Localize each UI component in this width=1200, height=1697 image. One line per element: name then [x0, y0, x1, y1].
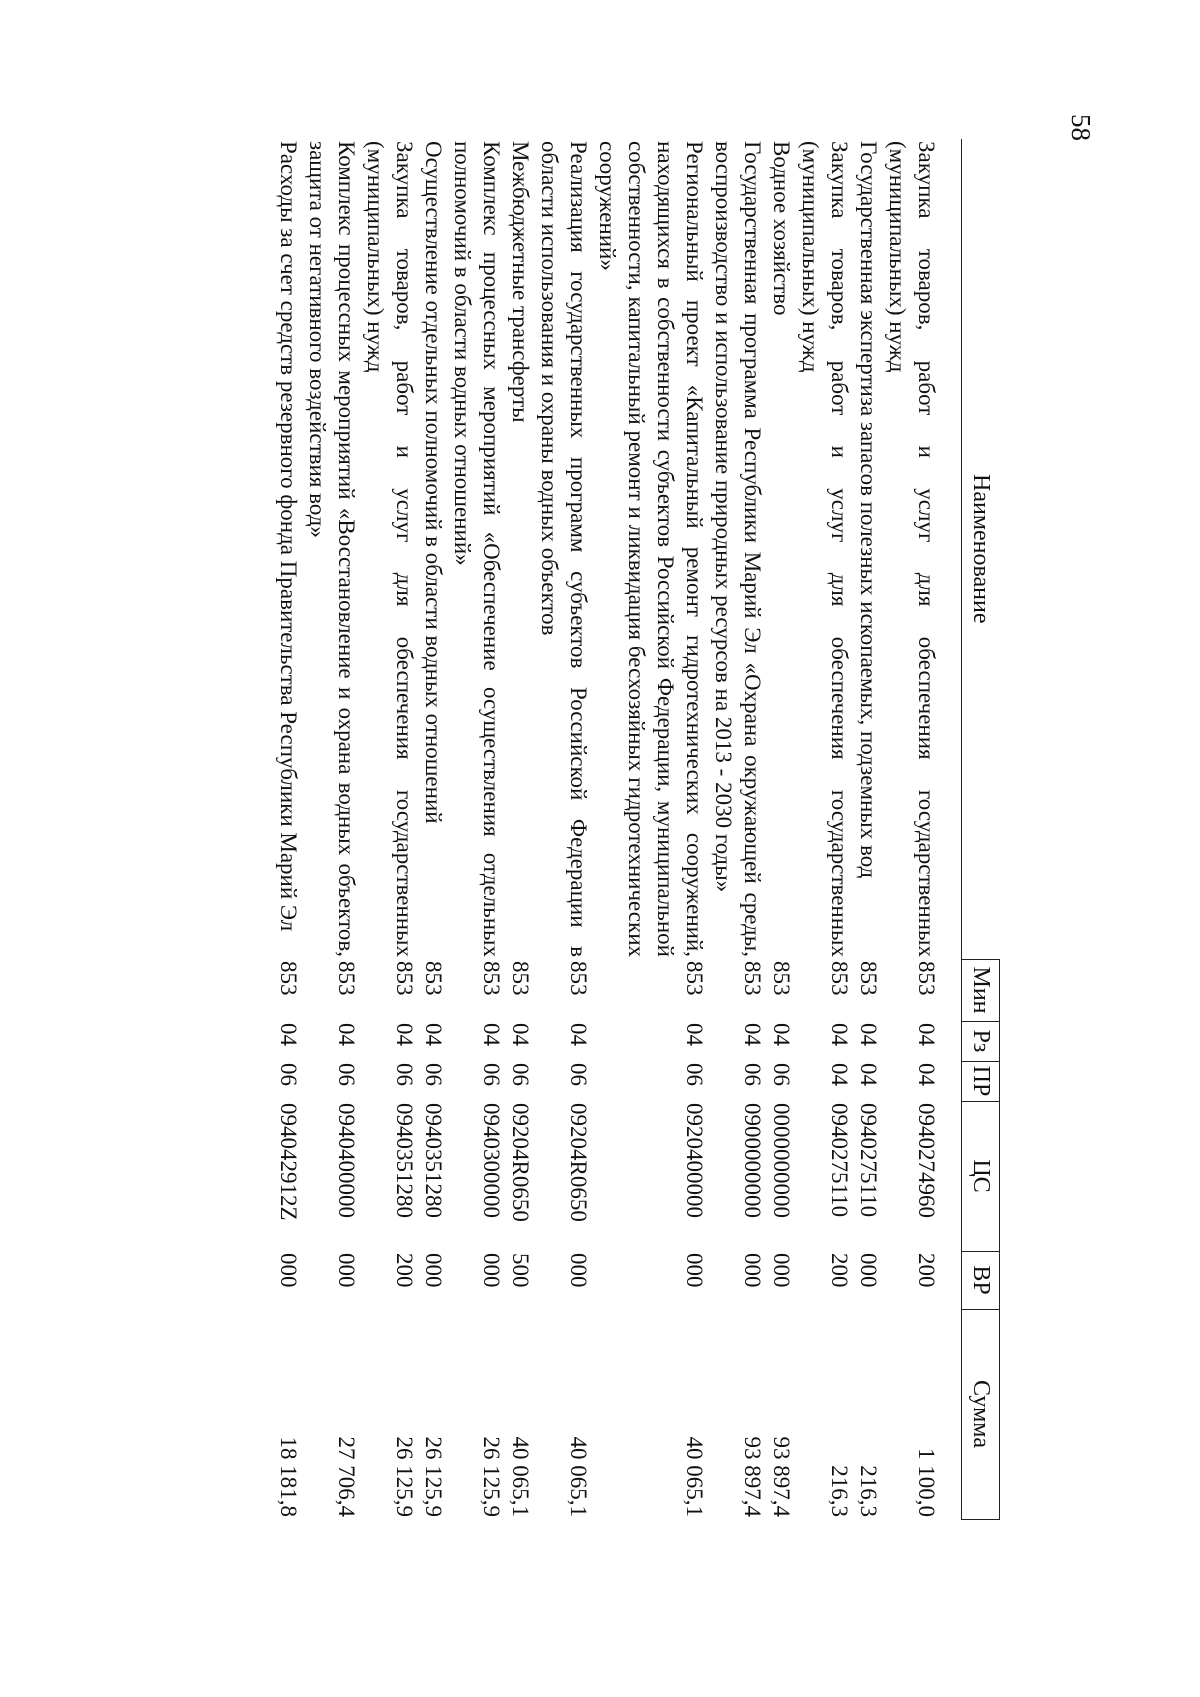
cell-pr: 04 [827, 1063, 852, 1086]
header-pr: ПР [962, 1061, 1000, 1101]
cell-cs: 0940275110 [856, 1103, 881, 1218]
cell-cs: 0000000000 [769, 1103, 794, 1218]
table-row [883, 139, 962, 1519]
table-row [361, 139, 419, 1519]
cell-pr: 06 [479, 1063, 504, 1086]
cell-min: 853 [392, 961, 417, 996]
cell-sum: 93 897,4 [769, 1436, 794, 1517]
cell-rz: 04 [421, 1023, 446, 1046]
header-min: Мин [962, 959, 1000, 1021]
cell-cs: 0940275110 [827, 1103, 852, 1218]
cell-rz: 04 [769, 1023, 794, 1046]
cell-min: 853 [827, 961, 852, 996]
cell-pr: 06 [334, 1063, 359, 1086]
cell-min: 853 [856, 961, 881, 996]
cell-cs: 094042912Z [276, 1103, 301, 1221]
cell-rz: 04 [682, 1023, 707, 1046]
cell-sum: 26 125,9 [479, 1436, 504, 1517]
cell-pr: 06 [566, 1063, 591, 1086]
cell-vr: 200 [827, 1253, 852, 1288]
header-name: Наименование [962, 139, 1000, 959]
budget-table [274, 139, 1000, 1520]
header-sum: Сумма [962, 1309, 1000, 1519]
table-row [506, 139, 535, 1519]
cell-cs: 09204R0650 [566, 1103, 591, 1222]
cell-vr: 200 [914, 1253, 939, 1288]
cell-vr: 200 [392, 1253, 417, 1288]
cell-rz: 04 [914, 1023, 939, 1046]
cell-rz: 04 [334, 1023, 359, 1046]
cell-name: Расходы за счет средств резервного фонда Правительства Республики Марий Эл [276, 141, 301, 932]
cell-rz: 04 [392, 1023, 417, 1046]
cell-sum: 26 125,9 [421, 1436, 446, 1517]
cell-vr: 000 [682, 1253, 707, 1288]
cell-rz: 04 [479, 1023, 504, 1046]
table-header-row [962, 139, 1000, 1519]
cell-pr: 06 [392, 1063, 417, 1086]
cell-cs: 0940400000 [334, 1103, 359, 1218]
cell-name: Водное хозяйство [769, 141, 794, 316]
header-cs: ЦС [962, 1101, 1000, 1251]
cell-vr: 000 [740, 1253, 765, 1288]
table-body [274, 139, 962, 1519]
cell-vr: 000 [769, 1253, 794, 1288]
table-row [303, 139, 361, 1519]
cell-vr: 000 [276, 1253, 301, 1288]
table-row [767, 139, 796, 1519]
cell-min: 853 [769, 961, 794, 996]
cell-name: Государственная программа Республики Марий Эл «Охрана окружающей среды, воспроизводство и использование природных ресурсов на 2013 - 2030 годы» [711, 141, 765, 957]
cell-vr: 000 [479, 1253, 504, 1288]
cell-rz: 04 [508, 1023, 533, 1046]
cell-rz: 04 [566, 1023, 591, 1046]
page-number: 58 [1066, 114, 1096, 141]
table-row [274, 139, 303, 1519]
cell-pr: 06 [769, 1063, 794, 1086]
rotated-budget-table [200, 139, 1000, 1519]
table-row [419, 139, 448, 1519]
cell-min: 853 [508, 961, 533, 996]
cell-rz: 04 [827, 1023, 852, 1046]
cell-sum: 1 100,0 [914, 1448, 939, 1517]
header-rz: Рз [962, 1021, 1000, 1061]
cell-min: 853 [682, 961, 707, 996]
cell-min: 853 [566, 961, 591, 996]
table-row [854, 139, 883, 1519]
cell-name: Межбюджетные трансферты [508, 141, 533, 423]
cell-cs: 0900000000 [740, 1103, 765, 1218]
cell-pr: 06 [740, 1063, 765, 1086]
table-row [796, 139, 854, 1519]
cell-sum: 40 065,1 [566, 1436, 591, 1517]
header-vr: ВР [962, 1251, 1000, 1309]
cell-sum: 18 181,8 [276, 1436, 301, 1517]
table-row [535, 139, 593, 1519]
cell-name: Региональный проект «Капитальный ремонт гидротехнических сооружений, находящихся в собственности субъектов Российской Федерации, муниципальной собственности, капитальный ремонт и ликвидация бесхозяйных гидротехнических сооружений» [595, 141, 707, 957]
cell-sum: 216,3 [856, 1465, 881, 1517]
cell-pr: 06 [682, 1063, 707, 1086]
cell-name: Осуществление отдельных полномочий в области водных отношений [421, 141, 446, 824]
cell-sum: 216,3 [827, 1465, 852, 1517]
cell-pr: 06 [508, 1063, 533, 1086]
table-row [709, 139, 767, 1519]
cell-sum: 27 706,4 [334, 1436, 359, 1517]
cell-name: Закупка товаров, работ и услуг для обеспечения государственных (муниципальных) нужд [885, 141, 939, 957]
cell-sum: 26 125,9 [392, 1436, 417, 1517]
cell-name: Государственная экспертиза запасов полезных ископаемых, подземных вод [856, 141, 881, 879]
cell-pr: 06 [421, 1063, 446, 1086]
cell-vr: 000 [421, 1253, 446, 1288]
cell-min: 853 [421, 961, 446, 996]
cell-cs: 0940274960 [914, 1103, 939, 1218]
table-row [593, 139, 709, 1519]
cell-sum: 40 065,1 [508, 1436, 533, 1517]
cell-name: Закупка товаров, работ и услуг для обеспечения государственных (муниципальных) нужд [798, 141, 852, 957]
cell-name: Закупка товаров, работ и услуг для обеспечения государственных (муниципальных) нужд [363, 141, 417, 957]
cell-min: 853 [276, 961, 301, 996]
cell-min: 853 [914, 961, 939, 996]
cell-vr: 500 [508, 1253, 533, 1288]
cell-sum: 93 897,4 [740, 1436, 765, 1517]
cell-cs: 0940351280 [392, 1103, 417, 1218]
cell-vr: 000 [334, 1253, 359, 1288]
cell-cs: 09204R0650 [508, 1103, 533, 1222]
cell-vr: 000 [566, 1253, 591, 1288]
cell-rz: 04 [276, 1023, 301, 1046]
cell-name: Комплекс процессных мероприятий «Восстановление и охрана водных объектов, защита от негативного воздействия вод» [305, 141, 359, 957]
cell-pr: 06 [276, 1063, 301, 1086]
cell-name: Комплекс процессных мероприятий «Обеспечение осуществления отдельных полномочий в области водных отношений» [450, 141, 504, 957]
cell-name: Реализация государственных программ субъектов Российской Федерации в области использования и охраны водных объектов [537, 141, 591, 957]
cell-min: 853 [740, 961, 765, 996]
cell-cs: 0920400000 [682, 1103, 707, 1218]
cell-pr: 04 [914, 1063, 939, 1086]
cell-rz: 04 [856, 1023, 881, 1046]
cell-cs: 0940300000 [479, 1103, 504, 1218]
cell-min: 853 [334, 961, 359, 996]
cell-pr: 04 [856, 1063, 881, 1086]
cell-sum: 40 065,1 [682, 1436, 707, 1517]
cell-rz: 04 [740, 1023, 765, 1046]
table-row [448, 139, 506, 1519]
cell-min: 853 [479, 961, 504, 996]
cell-vr: 000 [856, 1253, 881, 1288]
cell-cs: 0940351280 [421, 1103, 446, 1218]
